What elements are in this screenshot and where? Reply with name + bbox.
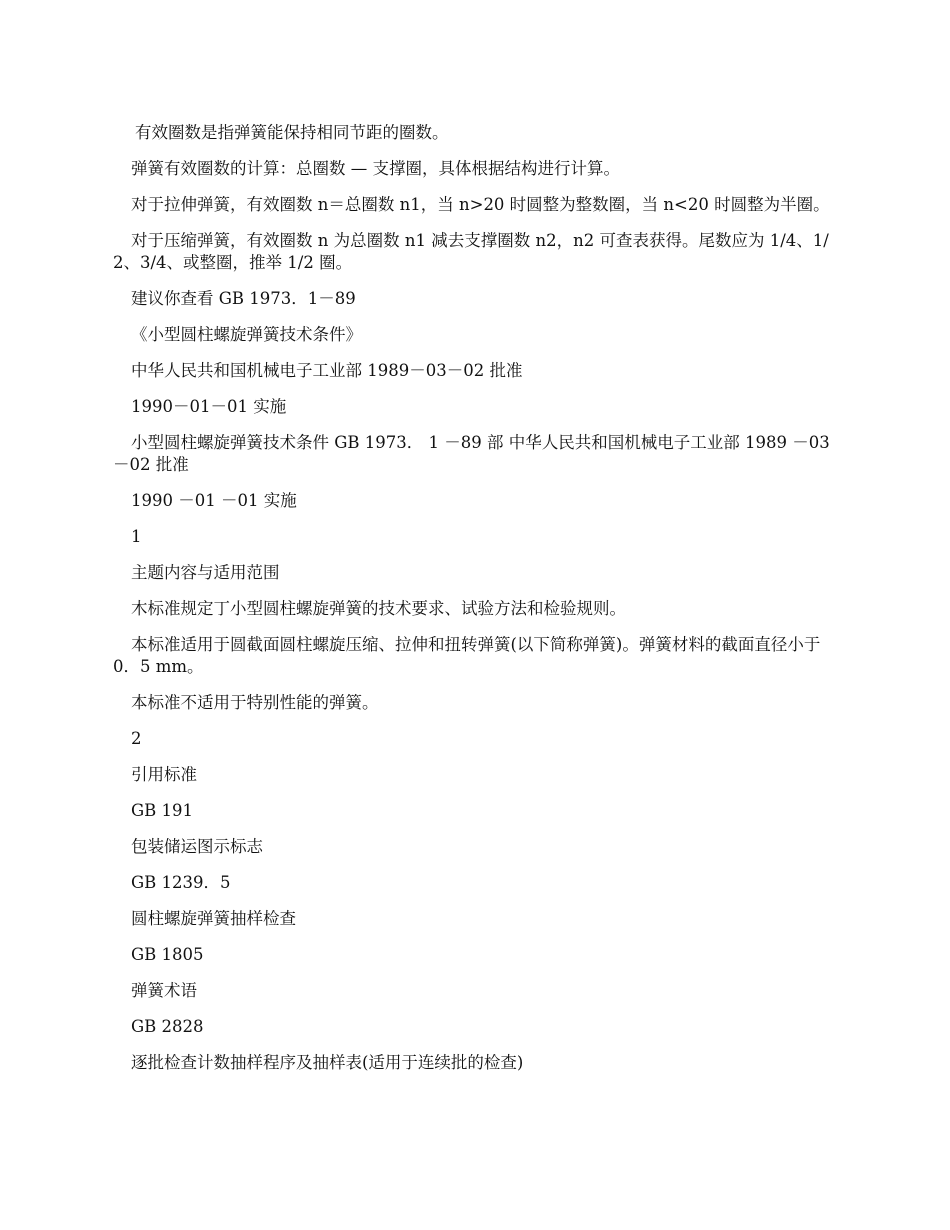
standard-code: GB 1805 <box>131 945 204 964</box>
paragraph: 本标准不适用于特别性能的弹簧。 <box>131 693 379 712</box>
section-heading: 引用标准 <box>131 765 197 784</box>
standard-code: GB 1239．5 <box>131 873 231 892</box>
document-body <box>113 122 838 1088</box>
paragraph: 木标准规定丁小型圆柱螺旋弹簧的技术要求、试验方法和检验规则。 <box>131 599 626 618</box>
paragraph: 弹簧有效圈数的计算：总圈数 — 支撑圈，具体根据结构进行计算。 <box>131 159 620 178</box>
section-number: 2 <box>131 729 142 748</box>
standard-code: GB 191 <box>131 801 194 820</box>
section-heading: 主题内容与适用范围 <box>131 563 280 582</box>
standard-title: 包装储运图示标志 <box>131 837 263 856</box>
paragraph: 《小型圆柱螺旋弹簧技术条件》 <box>131 325 362 344</box>
section-number: 1 <box>131 527 142 546</box>
standard-code: GB 2828 <box>131 1017 204 1036</box>
paragraph: 1990 －01 －01 实施 <box>131 491 297 510</box>
paragraph: 小型圆柱螺旋弹簧技术条件 GB 1973． 1 －89 部 中华人民共和国机械电子工业部 1989 －03 －02 批准 <box>113 433 830 474</box>
paragraph: 1990－01－01 实施 <box>131 397 287 416</box>
paragraph: 建议你查看 GB 1973．1－89 <box>131 289 356 308</box>
standard-title: 逐批检查计数抽样程序及抽样表(适用于连续批的检查) <box>131 1053 524 1072</box>
standard-title: 弹簧术语 <box>131 981 197 1000</box>
paragraph: 本标准适用于圆截面圆柱螺旋压缩、拉伸和扭转弹簧(以下简称弹簧)。弹簧材料的截面直径小于 0．5 mm。 <box>113 635 821 676</box>
paragraph: 中华人民共和国机械电子工业部 1989－03－02 批准 <box>131 361 523 380</box>
paragraph: 对于压缩弹簧，有效圈数 n 为总圈数 n1 减去支撑圈数 n2，n2 可查表获得。尾数应为 1/4、1/2、3/4、或整圈，推举 1/2 圈。 <box>113 231 829 272</box>
paragraph: 有效圈数是指弹簧能保持相同节距的圈数。 <box>135 123 449 142</box>
paragraph: 对于拉伸弹簧，有效圈数 n＝总圈数 n1，当 n>20 时圆整为整数圈，当 n<20 时圆整为半圈。 <box>131 195 830 214</box>
standard-title: 圆柱螺旋弹簧抽样检查 <box>131 909 296 928</box>
